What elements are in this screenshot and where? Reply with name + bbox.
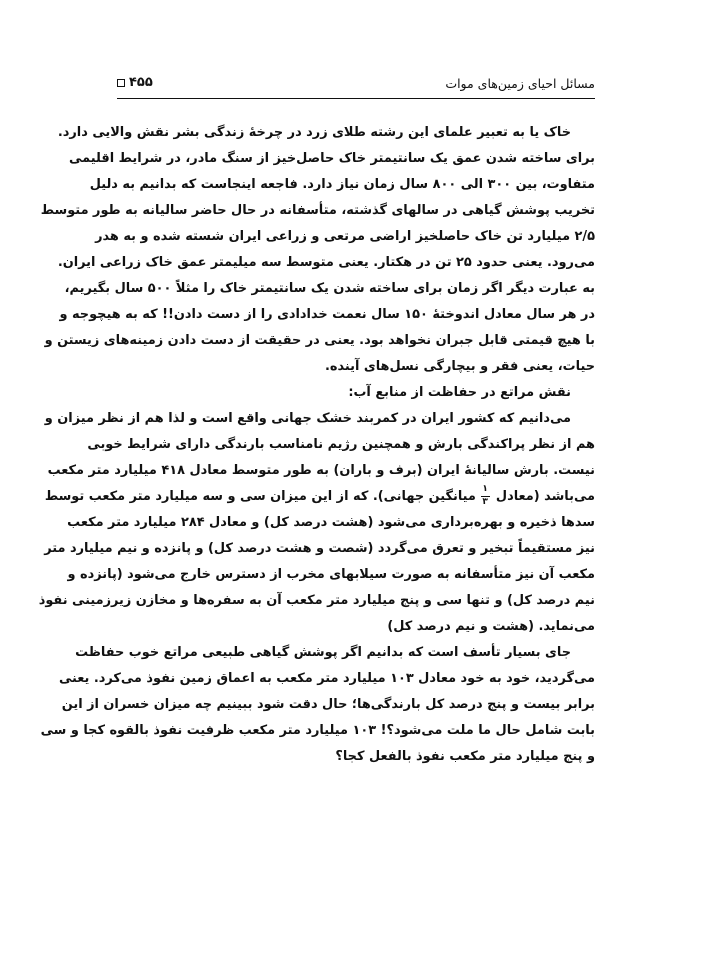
text-line: می‌رود. یعنی حدود ۲۵ تن در هکتار. یعنی متوسط سه میلیمتر عمق خاک زراعی ایران. [57,255,595,270]
fraction-numerator: ۱ [482,483,488,494]
text-line: جای بسیار تأسف است که بدانیم اگر پوشش گیاهی طبیعی مراتع خوب حفاظت [75,645,571,660]
page-number: ۴۵۵ [129,75,153,90]
fraction-suffix: میانگین جهانی). [372,489,481,504]
text-line-with-fraction [44,483,595,510]
text-line: بابت شامل حال ما ملت می‌شود؟! ۱۰۳ میلیارد متر مکعب ظرفیت نفوذ بالقوه کجا و سی [40,723,595,738]
text-line: نیز مستقیماً تبخیر و تعرق می‌گردد (شصت و هشت درصد کل) و پانزده و نیم میلیارد متر [44,541,595,556]
text-line: خاک یا به تعبیر علمای این رشته طلای زرد در چرخهٔ زندگی بشر نقش والایی دارد. [57,125,571,140]
text-line: متفاوت، بین ۳۰۰ الی ۸۰۰ سال زمان نیاز دارد. فاجعه اینجاست که بدانیم به دلیل [89,177,595,192]
text-line: سدها ذخیره و بهره‌برداری می‌شود (هشت درصد کل) و معادل ۲۸۴ میلیارد متر مکعب [67,515,595,530]
section-heading: نقش مراتع در حفاظت از منابع آب: [348,385,571,400]
text-line: برای ساخته شدن عمق یک سانتیمتر خاک حاصل‌خیز از سنگ مادر، در شرایط اقلیمی [69,151,595,166]
text-line: تخریب پوشش گیاهی در سالهای گذشته، متأسفانه در حال حاضر سالیانه به طور متوسط [40,203,595,218]
hollow-square-icon [117,79,125,87]
text-line: می‌گردید، خود به خود معادل ۱۰۳ میلیارد متر مکعب به اعماق زمین نفوذ می‌کرد. یعنی [58,671,595,686]
text-line: مکعب آن نیز متأسفانه به صورت سیلابهای مخرب از دسترس خارج می‌شود (پانزده و [67,567,595,582]
fraction-denominator: ۳ [482,496,488,507]
text-line: و پنج میلیارد متر مکعب نفوذ بالفعل کجا؟ [335,749,595,764]
fraction-prefix: می‌باشد (معادل [491,489,595,504]
text-line: با هیچ قیمتی قابل جبران نخواهد بود. یعنی در حقیقت از دست دادن زمینه‌های زیستن و [44,333,595,348]
text-line: می‌دانیم که کشور ایران در کمربند خشک جهانی واقع است و لذا هم از نظر میزان و [44,411,571,426]
text-line: می‌نماید. (هشت و نیم درصد کل) [387,619,595,634]
body-text [38,120,595,770]
page-number-group [117,75,153,90]
text-line: نیم درصد کل) و تنها سی و پنج میلیارد متر مکعب آن به سفره‌ها و مخازن زیرزمینی نفوذ [38,593,595,608]
one-third-fraction [481,483,490,507]
fraction-line-continuation: که از این میزان سی و سه میلیارد متر مکعب توسط [44,489,369,504]
text-line: نیست. بارش سالیانهٔ ایران (برف و باران) به طور متوسط معادل ۴۱۸ میلیارد متر مکعب [47,463,595,478]
running-title: مسائل احیای زمین‌های موات [445,76,595,91]
text-line: ۲/۵ میلیارد تن خاک حاصلخیز اراضی مرتعی و زراعی ایران شسته شده و به هدر [95,229,595,244]
text-line: برابر بیست و پنج درصد کل بارندگی‌ها؛ حال دقت شود ببینیم چه میزان خسران از این [61,697,595,712]
text-line: در هر سال معادل اندوختهٔ ۱۵۰ سال نعمت خدادادی را از دست دادن!! که به هیچوجه و [59,307,595,322]
page-header [117,74,595,98]
text-line: به عبارت دیگر اگر زمان برای ساخته شدن یک سانتیمتر خاک را مثلاً ۵۰۰ سال بگیریم، [64,281,595,296]
text-line: حیات، یعنی فقر و بیچارگی نسل‌های آینده. [324,359,595,374]
text-line: هم از نظر پراکندگی بارش و همچنین رژیم نامناسب بارندگی دارای شرایط خوبی [87,437,595,452]
header-divider [117,98,595,99]
